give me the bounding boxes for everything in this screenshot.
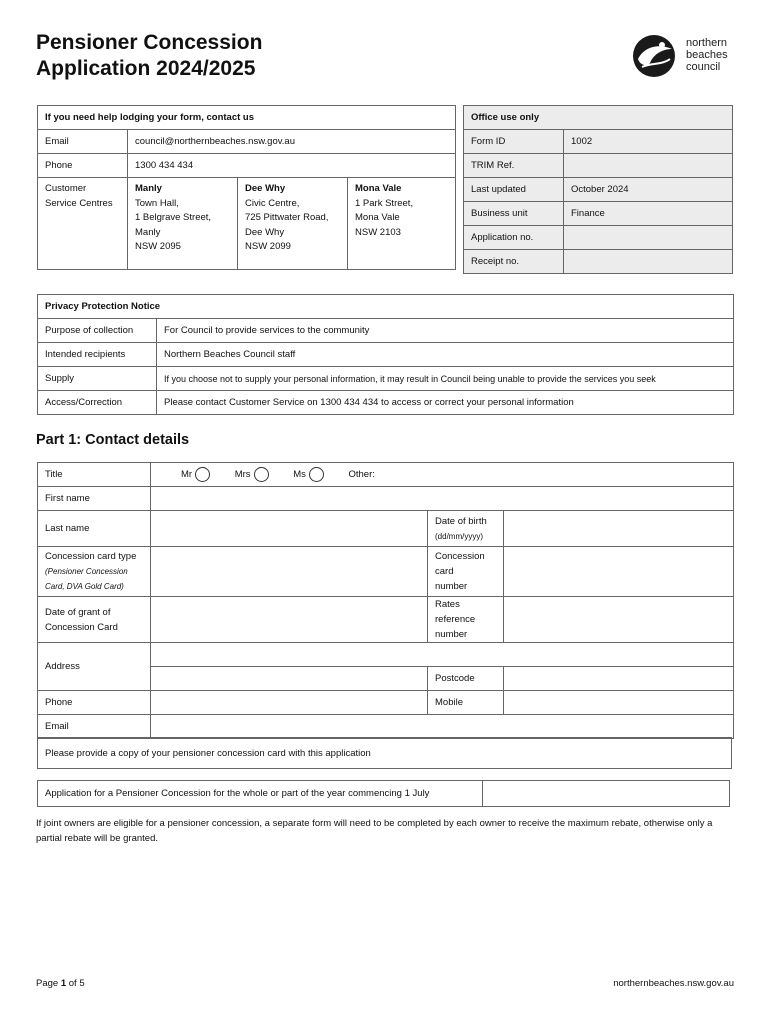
- centre-line: Mona Vale: [355, 212, 400, 223]
- radio-icon[interactable]: [309, 467, 324, 482]
- radio-icon[interactable]: [195, 467, 210, 482]
- privacy-notice-table: [37, 294, 734, 415]
- page-number: [36, 978, 85, 989]
- rates-ref-field[interactable]: [504, 597, 734, 643]
- office-label: Business unit: [464, 202, 564, 226]
- mobile-field[interactable]: [504, 691, 734, 715]
- help-heading: If you need help lodging your form, contact us: [38, 106, 456, 130]
- privacy-value: For Council to provide services to the community: [157, 319, 734, 343]
- office-label: TRIM Ref.: [464, 154, 564, 178]
- centre-line: NSW 2103: [355, 226, 401, 238]
- title-option-mrs[interactable]: [235, 467, 269, 482]
- centre-name: Mona Vale: [355, 183, 402, 194]
- privacy-heading: Privacy Protection Notice: [38, 295, 734, 319]
- postcode-field[interactable]: [504, 667, 734, 691]
- page-current: 1: [60, 978, 67, 989]
- card-number-label-line: Concession card: [435, 551, 485, 577]
- office-use-table: [463, 105, 733, 274]
- dob-hint: (dd/mm/yyyy): [435, 531, 483, 541]
- rates-label-line: Rates reference: [435, 599, 476, 625]
- joint-owners-note: If joint owners are eligible for a pensioner concession, a separate form will need to be completed by each owner to receive the maximum rebate, otherwise only a partial rebate will be granted.: [36, 818, 713, 844]
- office-value: 1002: [564, 130, 733, 154]
- privacy-value: If you choose not to supply your personal information, it may result in Council being unable to provide the services you seek: [157, 367, 734, 391]
- logo-line-1: northern: [686, 37, 727, 49]
- rates-label-line: number: [435, 629, 468, 640]
- help-phone-value: 1300 434 434: [128, 154, 456, 178]
- office-label: Receipt no.: [464, 250, 564, 274]
- centre-dee-why: [238, 178, 348, 270]
- council-logo: [628, 33, 738, 81]
- copy-notice-box: [37, 737, 732, 769]
- help-csc-label: Customer Service Centres: [38, 178, 128, 270]
- title-other-label: Other:: [348, 469, 375, 481]
- card-number-label-line: number: [435, 581, 468, 592]
- grant-date-label: [38, 597, 151, 643]
- office-heading: Office use only: [464, 106, 733, 130]
- title-line-1: Pensioner Concession: [36, 31, 263, 54]
- card-type-hint: (Pensioner Concession: [45, 567, 128, 576]
- rates-ref-label: [428, 597, 504, 643]
- office-label: Application no.: [464, 226, 564, 250]
- council-logo-mark-icon: [628, 33, 682, 79]
- help-contact-table: [37, 105, 456, 270]
- centre-line: Town Hall,: [135, 197, 179, 209]
- address-label: Address: [38, 643, 151, 691]
- centre-line: NSW 2099: [245, 241, 291, 252]
- email-label: Email: [38, 715, 151, 739]
- title-label: Title: [38, 463, 151, 487]
- centre-line: 725 Pittwater Road,: [245, 212, 329, 223]
- centre-line: 1 Belgrave Street,: [135, 212, 212, 223]
- page-title: [36, 30, 262, 82]
- contact-details-table: [37, 462, 734, 739]
- privacy-value: Northern Beaches Council staff: [157, 343, 734, 367]
- option-label: Mr: [181, 469, 193, 481]
- office-value: Finance: [564, 202, 733, 226]
- page-suffix: of 5: [68, 978, 85, 989]
- title-options: [151, 463, 734, 487]
- address-field-line-2[interactable]: [151, 667, 428, 691]
- office-value: [564, 250, 733, 274]
- privacy-label: Purpose of collection: [38, 319, 157, 343]
- card-type-label: [38, 547, 151, 597]
- first-name-label: First name: [38, 487, 151, 511]
- centre-line: Manly: [135, 226, 161, 238]
- radio-icon[interactable]: [254, 467, 269, 482]
- logo-wordmark: [686, 37, 728, 73]
- centre-line: NSW 2095: [135, 241, 181, 252]
- privacy-value: Please contact Customer Service on 1300 434 434 to access or correct your personal information: [157, 391, 734, 415]
- office-value: [564, 226, 733, 250]
- card-type-label-text: Concession card type: [45, 551, 137, 562]
- application-year-field[interactable]: [483, 781, 730, 807]
- centre-line: Dee Why: [245, 226, 285, 238]
- privacy-label: Intended recipients: [38, 343, 157, 367]
- centre-manly: [128, 178, 238, 270]
- card-number-field[interactable]: [504, 547, 734, 597]
- office-label: Form ID: [464, 130, 564, 154]
- card-type-field[interactable]: [151, 547, 428, 597]
- first-name-field[interactable]: [151, 487, 734, 511]
- centre-name: Dee Why: [245, 183, 286, 194]
- grant-label-line: Date of grant of: [45, 606, 111, 618]
- part1-heading: Part 1: Contact details: [36, 432, 190, 448]
- phone-label: Phone: [38, 691, 151, 715]
- help-email-value[interactable]: council@northernbeaches.nsw.gov.au: [128, 130, 456, 154]
- help-phone-label: Phone: [38, 154, 128, 178]
- office-label: Last updated: [464, 178, 564, 202]
- mobile-label: Mobile: [428, 691, 504, 715]
- page-prefix: Page: [36, 978, 59, 989]
- privacy-label: Supply: [38, 367, 157, 391]
- grant-date-field[interactable]: [151, 597, 428, 643]
- postcode-label: Postcode: [428, 667, 504, 691]
- centre-mona-vale: [348, 178, 456, 270]
- help-email-label: Email: [38, 130, 128, 154]
- card-number-label: [428, 547, 504, 597]
- office-value: October 2024: [564, 178, 733, 202]
- footer-website-link[interactable]: northernbeaches.nsw.gov.au: [613, 978, 734, 989]
- centre-line: Civic Centre,: [245, 197, 300, 209]
- centre-name: Manly: [135, 183, 162, 194]
- title-option-mr[interactable]: [181, 467, 210, 482]
- copy-notice-text: Please provide a copy of your pensioner concession card with this application: [45, 748, 371, 759]
- logo-line-2: beaches: [686, 49, 728, 61]
- option-label: Mrs: [234, 469, 251, 481]
- dob-field[interactable]: [504, 511, 734, 547]
- application-notice-table: [37, 780, 730, 807]
- card-type-hint: Card, DVA Gold Card): [45, 582, 124, 591]
- grant-label-line: Concession Card: [45, 621, 118, 633]
- dob-label-text: Date of birth: [435, 515, 487, 527]
- title-line-2: Application 2024/2025: [36, 57, 256, 80]
- last-name-label: Last name: [38, 511, 151, 547]
- privacy-label: Access/Correction: [38, 391, 157, 415]
- phone-field[interactable]: [151, 691, 428, 715]
- option-label: Ms: [293, 469, 306, 481]
- address-field-line-1[interactable]: [151, 643, 734, 667]
- email-field[interactable]: [151, 715, 734, 739]
- office-value: [564, 154, 733, 178]
- dob-label: [428, 511, 504, 547]
- last-name-field[interactable]: [151, 511, 428, 547]
- centre-line: 1 Park Street,: [355, 197, 414, 209]
- application-notice-text: Application for a Pensioner Concession for the whole or part of the year commencing 1 July: [38, 781, 483, 807]
- logo-line-3: council: [686, 61, 721, 73]
- title-option-ms[interactable]: [293, 467, 324, 482]
